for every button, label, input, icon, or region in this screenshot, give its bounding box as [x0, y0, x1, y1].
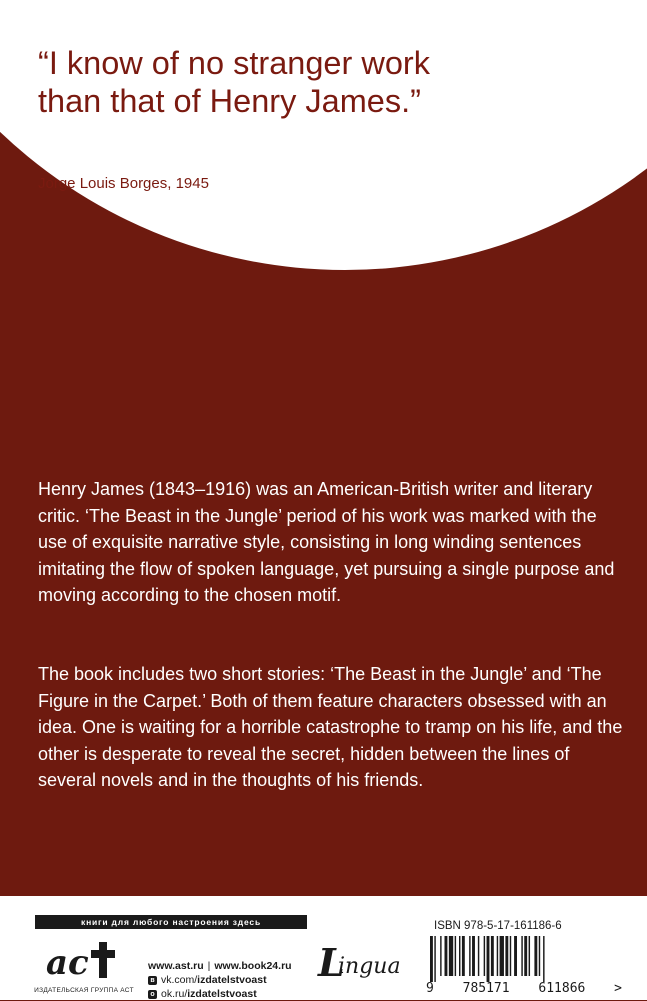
barcode-bar: [478, 936, 479, 976]
website-separator: |: [207, 960, 211, 972]
isbn-number: ISBN 978-5-17-161186-6: [434, 920, 562, 932]
ok-link[interactable]: ok.ru/izdatelstvoast: [161, 988, 257, 1000]
barcode-bar: [430, 936, 433, 982]
ok-icon: о: [148, 990, 157, 999]
barcode-digit-group: 611866: [538, 981, 586, 996]
barcode-bar: [491, 936, 494, 976]
website-link-ast[interactable]: www.ast.ru: [148, 960, 204, 972]
barcode-bar: [505, 936, 508, 976]
barcode-bar: [472, 936, 475, 976]
barcode-bar: [524, 936, 527, 976]
barcode-bar: [449, 936, 453, 976]
barcode-bar: [445, 936, 448, 976]
barcode-bar: [459, 936, 460, 976]
barcode-digit-group: >: [614, 981, 622, 996]
barcode-bar: [500, 936, 504, 976]
description-paragraph-2: The book includes two short stories: ‘The Beast in the Jungle’ and ‘The Figure in the Carpet.’ Both of them feature characters obsessed with an idea. One is waiting for a horrible catastrophe to tramp on his life, and the other is desperate to reveal the secret, hidden between the lines of several novels and in the thoughts of his friends.: [38, 664, 623, 790]
barcode-bar: [521, 936, 522, 976]
quote-attribution: Jorge Louis Borges, 1945: [38, 175, 209, 192]
barcode-bar: [534, 936, 537, 976]
barcode-digit-group: 9: [426, 981, 434, 996]
ast-logo[interactable]: [44, 934, 122, 982]
vk-link[interactable]: vk.com/izdatelstvoast: [161, 974, 267, 986]
isbn-barcode: [428, 936, 618, 982]
quote-text: “I know of no stranger work than that of Henry James.”: [38, 45, 430, 119]
barcode-bar: [539, 936, 540, 976]
description-paragraph-1: Henry James (1843–1916) was an American-British writer and literary critic. ‘The Beast in the Jungle’ period of his work was marked with the use of exquisite narrative style, consisting in long winding sentences imitating the flow of spoken language, yet pursuing a single purpose and moving according to the chosen motif.: [38, 479, 615, 605]
svg-text:ас: ас: [46, 943, 89, 982]
barcode-bar: [529, 936, 530, 976]
vk-icon: в: [148, 976, 157, 985]
barcode-digit-group: 785171: [462, 981, 510, 996]
barcode-bar: [487, 936, 490, 982]
barcode-bar: [543, 936, 544, 982]
barcode-bar: [497, 936, 498, 976]
white-circle-panel: [0, 0, 647, 270]
barcode-bar: [484, 936, 485, 976]
lingua-imprint-logo: L ingua: [318, 940, 401, 985]
barcode-bar: [462, 936, 465, 976]
barcode-bar: [514, 936, 517, 976]
publisher-links: [148, 959, 292, 1001]
barcode-bar: [440, 936, 441, 976]
barcode-bar: [469, 936, 470, 976]
tagline-banner: книги для любого настроения здесь: [35, 915, 307, 929]
publisher-group-label: ИЗДАТЕЛЬСКАЯ ГРУППА АСТ: [34, 987, 134, 994]
barcode-bar: [434, 936, 435, 982]
barcode-digits: [426, 981, 622, 996]
barcode-bar: [455, 936, 456, 976]
website-link-book24[interactable]: www.book24.ru: [214, 960, 292, 972]
barcode-bar: [510, 936, 511, 976]
publisher-footer: [0, 896, 647, 1000]
